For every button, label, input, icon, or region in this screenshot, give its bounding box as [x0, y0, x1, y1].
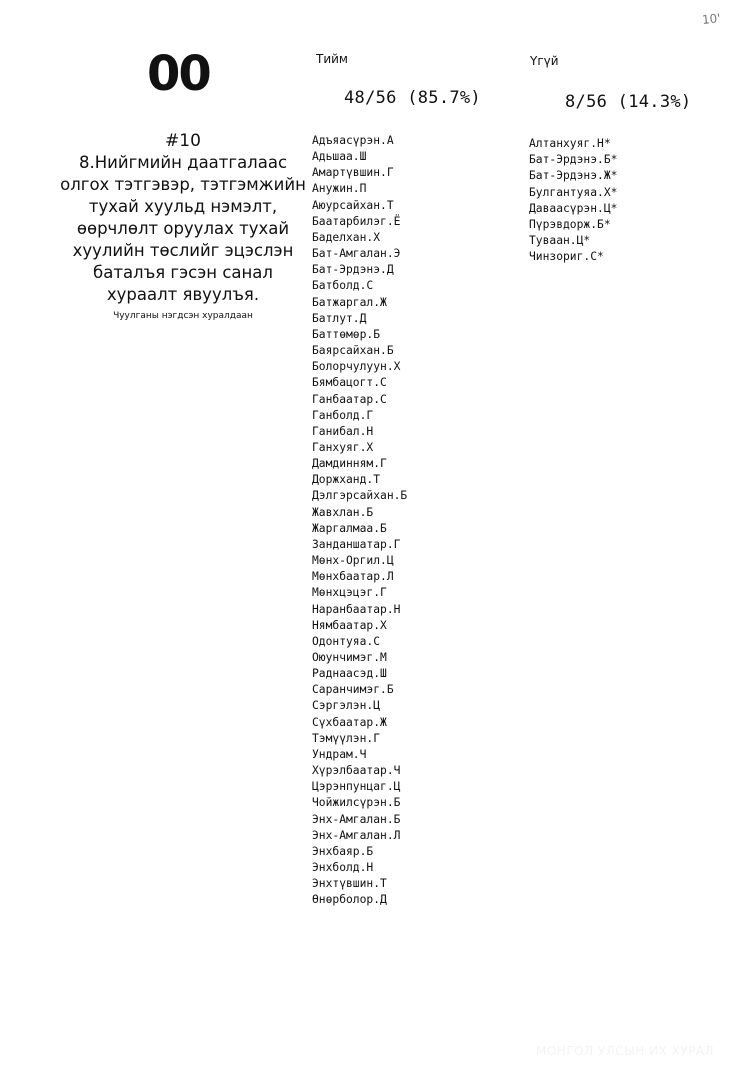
voter-name: Бат-Эрдэнэ.Ж* — [529, 169, 618, 183]
voter-name: Наранбаатар.Н — [312, 602, 401, 616]
voter-name: Баатарбилэг.Ё — [312, 214, 401, 228]
voter-name: Нямбаатар.Х — [312, 618, 387, 632]
yes-column-header: Тийм — [316, 52, 348, 66]
voter-name: Адъяасүрэн.А — [312, 134, 394, 147]
voter-name: Оюунчимэг.М — [312, 651, 387, 664]
session-label: Чуулганы нэгдсэн хуралдаан — [113, 311, 253, 321]
voter-name: Энхболд.Н — [312, 861, 374, 875]
no-vote-count: 8/56 (14.3%) — [565, 92, 692, 112]
voter-name: Батлут.Д — [312, 311, 367, 325]
voter-name: Энхтүвшин.Т — [312, 877, 387, 891]
yes-vote-count: 48/56 (85.7%) — [344, 88, 481, 108]
voter-name: Ганибал.Н — [312, 424, 374, 438]
voter-name: Булгантуяа.Х* — [529, 185, 618, 199]
voter-name: Раднаасэд.Ш — [312, 667, 387, 681]
voter-name: Анужин.П — [312, 182, 367, 196]
voter-name: Энх-Амгалан.Л — [312, 828, 401, 842]
watermark: МОНГОЛ УЛСЫН ИХ ХУРАЛ — [536, 1044, 715, 1058]
voter-name: Бат-Амгалан.Э — [312, 247, 401, 261]
voter-name: Баярсайхан.Б — [312, 344, 394, 358]
voter-name: Чойжилсүрэн.Б — [312, 796, 401, 810]
voter-name: Алтанхуяг.Н* — [529, 137, 611, 150]
voter-name: Ганхуяг.Х — [312, 440, 374, 454]
voter-name: Туваан.Ц* — [529, 234, 591, 248]
voter-name: Жаргалмаа.Б — [312, 521, 387, 535]
corner-mark: 10' — [701, 11, 722, 27]
voter-name: Адьшаа.Ш — [312, 150, 367, 164]
voter-name: Өнөрболор.Д — [312, 893, 387, 907]
motion-text: 8.Нийгмийн даатгалаас олгох тэтгэвэр, тэтгэмжийн тухай хуульд нэмэлт, өөрчлөлт оруулах тухай хуулийн төслийг эцэслэн баталъя гэсэн санал хураалт явуулъя. — [60, 153, 306, 304]
voter-name: Сүхбаатар.Ж — [312, 715, 387, 729]
voter-name: Цэрэнпунцаг.Ц — [312, 780, 401, 794]
voter-name: Батжаргал.Ж — [312, 295, 387, 309]
voter-name: Ганбаатар.С — [312, 392, 387, 406]
page-number: 00 — [147, 46, 210, 102]
voter-name: Одонтуяа.С — [312, 634, 381, 648]
voter-name: Баделхан.Х — [312, 230, 381, 244]
voter-name: Ундрам.Ч — [312, 747, 367, 761]
voter-name: Болорчулуун.Х — [312, 360, 401, 374]
no-column-header: Үгүй — [530, 54, 559, 68]
voter-name: Батболд.С — [312, 279, 374, 293]
yes-name-list — [312, 133, 407, 909]
voter-name: Саранчимэг.Б — [312, 683, 394, 697]
voter-name: Амартүвшин.Г — [312, 166, 394, 180]
voter-name: Дамдинням.Г — [312, 457, 387, 471]
voter-name: Мөнхбаатар.Л — [312, 570, 394, 584]
voter-name: Бямбацогт.С — [312, 376, 387, 390]
voter-name: Баттөмөр.Б — [312, 327, 381, 341]
voter-name: Даваасүрэн.Ц* — [529, 201, 618, 215]
voter-name: Бат-Эрдэнэ.Д — [312, 263, 394, 277]
voter-name: Ганболд.Г — [312, 408, 374, 422]
voter-name: Тэмүүлэн.Г — [312, 731, 381, 745]
voter-name: Аюурсайхан.Т — [312, 198, 394, 212]
voter-name: Бат-Эрдэнэ.Б* — [529, 153, 618, 167]
motion-number: #10 — [165, 131, 201, 151]
voter-name: Чинзориг.С* — [529, 250, 604, 264]
voter-name: Пүрэвдорж.Б* — [529, 218, 611, 232]
voter-name: Дэлгэрсайхан.Б — [312, 489, 408, 503]
voter-name: Хүрэлбаатар.Ч — [312, 764, 401, 778]
voter-name: Занданшатар.Г — [312, 537, 401, 551]
voter-name: Энх-Амгалан.Б — [312, 812, 401, 826]
voter-name: Мөнх-Оргил.Ц — [312, 554, 394, 568]
voter-name: Сэргэлэн.Ц — [312, 699, 381, 713]
voter-name: Доржханд.Т — [312, 473, 381, 487]
voter-name: Жавхлан.Б — [312, 505, 374, 519]
voter-name: Энхбаяр.Б — [312, 844, 374, 858]
motion-block — [58, 130, 308, 322]
no-name-list — [529, 136, 617, 266]
voter-name: Мөнхцэцэг.Г — [312, 586, 387, 600]
